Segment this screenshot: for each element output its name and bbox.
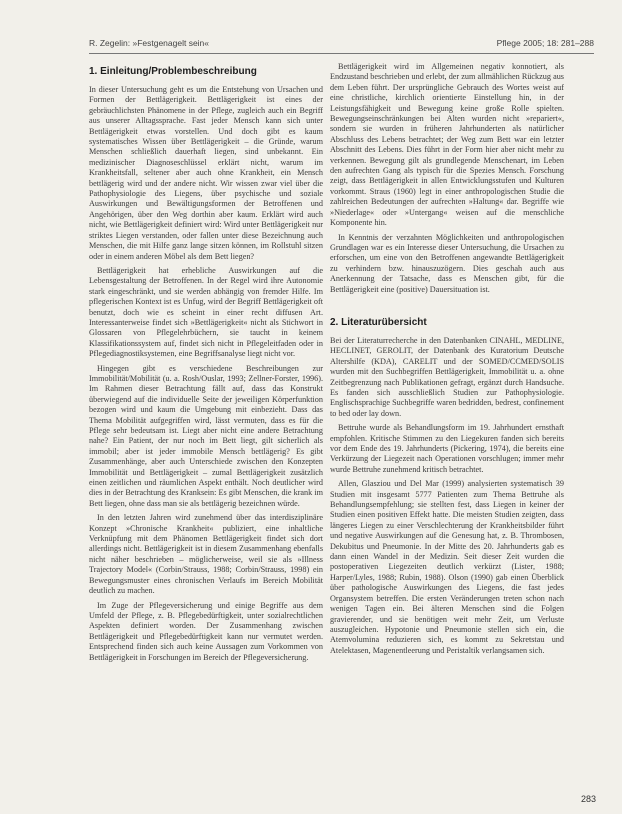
paragraph: In Kenntnis der verzahnten Möglichkeiten und anthropologischen Grundlagen war es ein Interesse dieser Untersuchung, die Ursachen zu erforschen, um eine von den Betroffenen angewandte Bettlägerigkeit zu verhindern bzw. hinauszuzögern. Dies geschah auch aus Anerkennung der Tatsache, dass es Menschen gibt, für die Bettlägerigkeit eine (positive) Dauersituation ist. <box>330 232 564 294</box>
paragraph: Bettlägerigkeit hat erhebliche Auswirkungen auf die Lebensgestaltung der Betroffenen. In der Regel wird ihre Autonomie stark eingeschränkt, und sie werden abhängig von fremder Hilfe. Im pflegerischen Kontext ist es Unfug, wird der Begriff Bettlägerigkeit oft benutzt, doch wie es scheint in einer recht diffusen Art. Interessanterweise findet sich »Bettlägerigkeit« nicht als Stichwort in Glossaren von Pflegelehrbüchern, sie taucht in keinem Klassifikationssystem auf, findet sich nicht in Pflegeleitfaden oder in Pflegediagnostiksystemen, eine Begriffsanalyse liegt nicht vor. <box>89 265 323 359</box>
paragraph: Bei der Literaturrecherche in den Datenbanken CINAHL, MEDLINE, HECLINET, GEROLIT, der Datenbank des Kuratorium Deutsche Altershilfe (KDA), CARELIT und der SOMED/CCMED/SOLIS wurden mit den Suchbegriffen Bettlägerigkeit, Immobilität u. a. ohne Zeitbegrenzung nach Publikationen gefragt, ergänzt durch Handsuche. Es fanden sich ausschließlich Studien zur Pathophysiologie. Englischsprachige Suchbegriffe waren bedridden, bedrest, confinement to bed oder lay down. <box>330 335 564 418</box>
header-title: R. Zegelin: »Festgenagelt sein« <box>89 38 210 48</box>
paragraph: In dieser Untersuchung geht es um die Entstehung von Ursachen und Formen der Bettlägerigkeit. Bettlägerigkeit ist eines der gebräuchlichsten Phänomene in der Pflege, zugleich auch ein Begriff aus unserer Alltagssprache. Fast jeder Mensch kann sich unter Bettlägerigkeit etwas vorstellen. Und doch gibt es kaum systematisches Wissen über Bettlägerigkeit – die Gründe, warum Menschen schließlich dauerhaft liegen, sind unbekannt. Ein medizinischer Diagnoseschlüssel erklärt nicht, warum im Krankheitsfall, seltener aber auch ohne Krankheit, ein Mensch bettlägerig wird und der andere nicht. Wir wissen zwar viel über die Pathophysiologie des Liegens, über psychische und soziale Auswirkungen und Bewältigungsformen der Betroffenen und Angehörigen, über den Weg dorthin aber kaum. Erklärt wird auch nicht, wie Bettlägerigkeit definiert wird: Wird unter Bettlägerigkeit nur striktes Liegen verstanden, oder fallen unter diese Bezeichnung auch Menschen, die mit Hilfe ganz lange sitzen können, im Rollstuhl sitzen oder in einem anderen Möbel als dem Bett liegen? <box>89 85 323 261</box>
running-header <box>89 38 594 52</box>
right-column <box>330 62 564 807</box>
paragraph: Im Zuge der Pflegeversicherung und einige Begriffe aus dem Umfeld der Pflege, z. B. Pflegebedürftigkeit, unter sozialrechtlichen Aspekten definiert worden. Der Zusammenhang zwischen Bettlägerigkeit und Pflegebedürftigkeit kann nur vermutet werden. Entsprechend finden sich auch keine Aussagen zum Vorkommen von Bettlägerigkeit in Forschungen im Bereich der Pflegeversicherung. <box>89 600 323 662</box>
header-citation: Pflege 2005; 18: 281–288 <box>496 38 594 48</box>
paragraph: In den letzten Jahren wird zunehmend über das interdisziplinäre Konzept »Chronische Krankheit« publiziert, eine inhaltliche Verknüpfung mit dem Phänomen Bettlägerigkeit findet sich dort allerdings nicht. Bettlägerigkeit ist in diesem Zusammenhang ebenfalls nicht näher beschrieben – möglicherweise, weil sie als »Illness Trajectory Model« (Corbin/Strauss, 1988; Corbin/Strauss, 1998) ein Bewegungsmuster eines chronischen Verlaufs im Bereich Mobilität deutlich zu machen. <box>89 513 323 596</box>
left-column <box>89 62 323 807</box>
paragraph: Hingegen gibt es verschiedene Beschreibungen zur Immobilität/Mobilität (u. a. Rosh/Ouslar, 1993; Zellner-Forster, 1996). Im Rahmen dieser Betrachtung fällt auf, dass das Konstrukt überwiegend auf die individuelle Seite der jeweiligen Körperfunktion bezogen wird und kaum die Umgebung mit einbezieht. Dass das Thema Mobilität aufgegriffen wird, lässt vermuten, dass es für die Pflege sehr bedeutsam ist. Liegt aber nicht eine andere Betrachtung nahe? Ein Patient, der nur noch im Bett liegt, gilt sicherlich als immobil; aber ist jeder immobile Mensch bettlägerig? Es gibt Zusammenhänge, aber auch Unterschiede zwischen den Konzepten Immobilität und Bettlägerigkeit – zumal Bettlägerigkeit zusätzlich einen zeitlichen und räumlichen Aspekt enthält. Noch deutlicher wird dies in der Betrachtung des Kranksein: Es gibt Menschen, die krank im Bett liegen, ohne dass man sie als bettlägerig bezeichnen würde. <box>89 363 323 508</box>
section-1-heading: 1. Einleitung/Problembeschreibung <box>89 66 257 77</box>
section-spacer <box>330 299 564 313</box>
header-rule <box>89 53 594 54</box>
paragraph: Allen, Glasziou und Del Mar (1999) analysierten systematisch 39 Studien mit insgesamt 5777 Patienten zum Thema Bettruhe als Behandlungsempfehlung; sie stellten fest, dass Liegen in keiner der Studien einen positiven Effekt hatte. Die meisten Studien zeigten, dass längeres Liegen zu einer Verschlechterung der Krankheitsbilder führt und negative Auswirkungen auf die Genesung hat, z. B. Thrombosen, Dekubitus und Pneumonie. In der Mitte des 20. Jahrhunderts gab es dann einen Wandel in der Medizin. Seit dieser Zeit wurden die postoperativen Liegezeiten deutlich verkürzt (Lister, 1988; Harper/Lyles, 1988; Rubin, 1988). Olson (1990) gab einen Überblick über pathologische Auswirkungen des Liegens, die fast jedes Organsystem betreffen. Die ersten Veränderungen treten schon nach wenigen Tagen ein. Bei älteren Menschen sind die Folgen gravierender, und sie benötigen weit mehr Zeit, um Verluste auszugleichen. Hypotonie und Pneumonie stellen sich ein, die Atemvolumina reduzieren sich, es kommt zu Sekretstau und Atelektasen, Magenentleerung und Peristaltik verlangsamen sich. <box>330 479 564 655</box>
page-number: 283 <box>580 794 596 804</box>
paragraph: Bettruhe wurde als Behandlungsform im 19. Jahrhundert ernsthaft empfohlen. Kritische Stimmen zu den Liegekuren fanden sich bereits vor dem Ende des 19. Jahrhunderts (Pickering, 1974), die bereits eine Verkürzung der Liegezeit nach Operationen vorschlugen; immer mehr wurde Bettruhe zunehmend kritisch betrachtet. <box>330 423 564 474</box>
section-2-heading: 2. Literaturübersicht <box>330 316 427 328</box>
paragraph: Bettlägerigkeit wird im Allgemeinen negativ konnotiert, als Endzustand beschrieben und erlebt, der zum allmählichen Rückzug aus dem Leben führt. Der ursprüngliche Gebrauch des Wortes weist auf eine christliche, kirchlich orientierte Einstellung hin, in der Leistungsfähigkeit und Bewegung keine große Rolle spielten. Bewegungseinschränkungen bei Alten wurden nicht »repariert«, sondern sie wurden in früheren Jahrhunderten als natürlicher Abschluss des Lebens betrachtet; der Weg zum Bett war ein letzter Abschnitt des Lebens. Dies führt in der Form hier aber nicht mehr zu verkennen. Bewegung gilt als grundlegende Menschenart, im Leben den aufrechten Gang als typisch für die Spezies Mensch. Forschung zeigt, dass Bettlägerigkeit in allen Entwicklungsstufen und Kulturen vorkommt. Straus (1960) legt in einer anthropologischen Studie die zahlreichen Bedeutungen der aufrechten »Haltung« dar. Begriffe wie »Niederlage« oder »Untergang« weisen auf die menschliche Komponente hin. <box>330 62 564 228</box>
